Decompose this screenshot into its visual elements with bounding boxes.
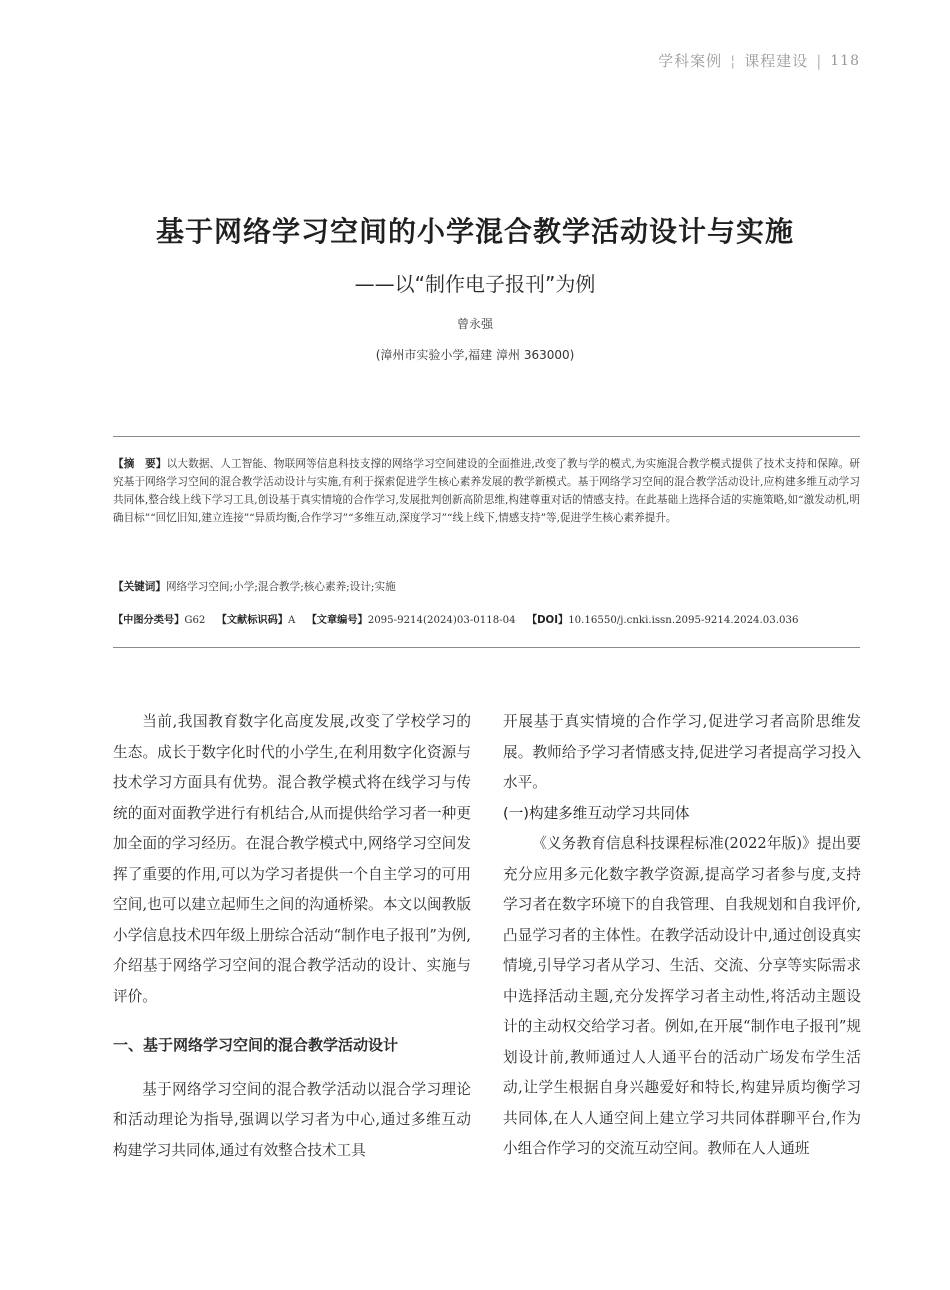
section-heading: 一、基于网络学习空间的混合教学活动设计 [113, 1036, 399, 1054]
clc-value: G62 [184, 615, 206, 626]
article-metadata [113, 611, 873, 626]
abstract-top-rule [113, 436, 860, 437]
abstract-bottom-rule [113, 647, 860, 648]
abstract [113, 455, 860, 527]
keywords-label: 【关键词】 [113, 581, 166, 593]
header-separator: ¦ [730, 51, 737, 70]
body-paragraph: 开展基于真实情境的合作学习,促进学习者高阶思维发展。教师给予学习者情感支持,促进学习者提高学习投入水平。 [503, 713, 861, 791]
article-number-label: 【文章编号】 [306, 615, 368, 626]
subsection-heading: (一)构建多维互动学习共同体 [503, 804, 690, 822]
clc-label: 【中图分类号】 [113, 615, 185, 626]
body-paragraph: 基于网络学习空间的混合教学活动以混合学习理论和活动理论为指导,强调以学习者为中心,通过多维互动构建学习共同体,通过有效整合技术工具 [113, 1080, 471, 1159]
body-column-left [113, 707, 471, 1166]
abstract-label: 【摘 要】 [113, 458, 167, 470]
body-column-right [503, 707, 861, 1165]
body-paragraph: 当前,我国教育数字化高度发展,改变了学校学习的生态。成长于数字化时代的小学生,在利用数字化资源与技术学习方面具有优势。混合教学模式将在线学习与传统的面对面教学进行有机结合,从而提供给学习者一种更加全面的学习经历。在混合教学模式中,网络学习空间发挥了重要的作用,可以为学习者提供一个自主学习的可用空间,也可以建立起师生之间的沟通桥梁。本文以闽教版小学信息技术四年级上册综合活动“制作电子报刊”为例,介绍基于网络学习空间的混合教学活动的设计、实施与评价。 [113, 713, 471, 1005]
running-header [658, 50, 860, 71]
header-section: 学科案例 [658, 52, 723, 70]
doc-code-label: 【文献标识码】 [216, 615, 288, 626]
keywords-text: 网络学习空间;小学;混合教学;核心素养;设计;实施 [165, 581, 396, 593]
doc-code-value: A [287, 615, 296, 626]
article-subtitle: ——以“制作电子报刊”为例 [354, 272, 596, 296]
header-subsection: 课程建设 [744, 52, 809, 70]
article-title: 基于网络学习空间的小学混合教学活动设计与实施 [155, 215, 794, 248]
author-affiliation: (漳州市实验小学,福建 漳州 363000) [375, 348, 575, 362]
doi-label: 【DOI】 [526, 615, 569, 626]
keywords [113, 579, 860, 594]
header-separator: | [816, 51, 823, 70]
abstract-text: 以大数据、人工智能、物联网等信息科技支撑的网络学习空间建设的全面推进,改变了教与学的模式,为实施混合教学模式提供了技术支持和保障。研究基于网络学习空间的混合教学活动设计与实施,有利于探索促进学生核心素养发展的教学新模式。基于网络学习空间的混合教学活动设计,应构建多维互动学习共同体,整合线上线下学习工具,创设基于真实情境的合作学习,发展批判创新高阶思维,构建尊重对话的情感支持。在此基础上选择合适的实施策略,如“激发动机,明确目标”“回忆旧知,建立连接”“异质均衡,合作学习”“多维互动,深度学习”“线上线下,情感支持”等,促进学生核心素养提升。 [113, 458, 861, 524]
author-name: 曾永强 [456, 317, 493, 331]
doi-value: 10.16550/j.cnki.issn.2095-9214.2024.03.036 [568, 615, 799, 626]
page-number: 118 [830, 52, 860, 69]
body-paragraph: 《义务教育信息科技课程标准(2022年版)》提出要充分应用多元化数字教学资源,提高学习者参与度,支持学习者在数字环境下的自我管理、自我规划和自我评价,凸显学习者的主体性。在教学活动设计中,通过创设真实情境,引导学习者从学习、生活、交流、分享等实际需求中选择活动主题,充分发挥学习者主动性,将活动主题设计的主动权交给学习者。例如,在开展“制作电子报刊”规划设计前,教师通过人人通平台的活动广场发布学生活动,让学生根据自身兴趣爱好和特长,构建异质均衡学习共同体,在人人通空间上建立学习共同体群聊平台,作为小组合作学习的交流互动空间。教师在人人通班 [503, 835, 861, 1157]
article-number-value: 2095-9214(2024)03-0118-04 [367, 615, 516, 626]
